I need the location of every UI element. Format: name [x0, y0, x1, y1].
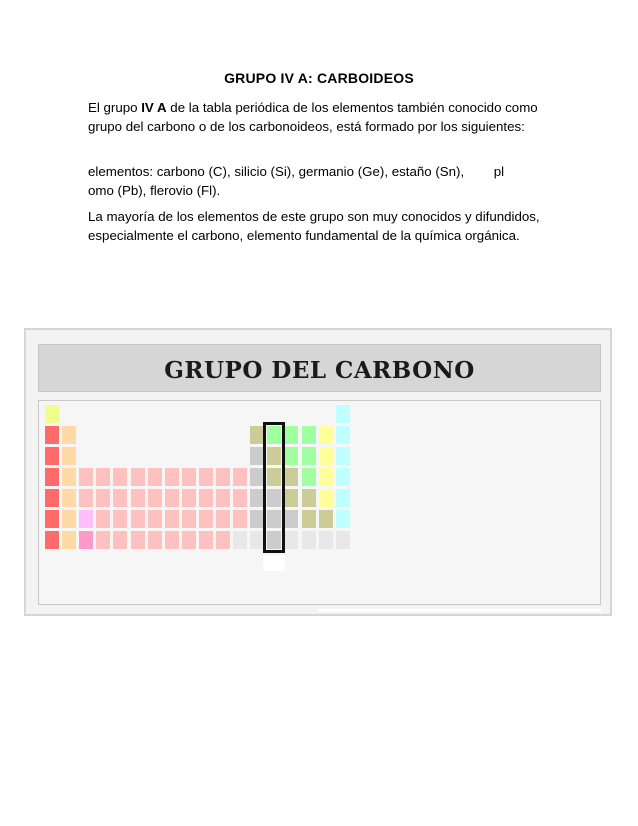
element-cell-p4-g11 — [216, 468, 230, 486]
element-cell-p4-g10 — [199, 468, 213, 486]
element-cell-p5-g1 — [45, 489, 59, 507]
figure-title: GRUPO DEL CARBONO — [164, 357, 475, 384]
element-cell-p6-g13 — [250, 510, 264, 528]
element-cell-p7-g7 — [148, 531, 162, 549]
element-cell-p6-g17 — [319, 510, 333, 528]
element-cell-p4-g15 — [284, 468, 298, 486]
element-cell-p6-g3 — [79, 510, 93, 528]
element-cell-p2-g18 — [336, 426, 350, 444]
element-cell-p4-g2 — [62, 468, 76, 486]
element-cell-p2-g13 — [250, 426, 264, 444]
element-cell-p2-g2 — [62, 426, 76, 444]
element-cell-p3-g2 — [62, 447, 76, 465]
element-cell-p7-g2 — [62, 531, 76, 549]
element-cell-p2-g17 — [319, 426, 333, 444]
intro-text-start: El grupo — [88, 100, 142, 115]
element-cell-p4-g1 — [45, 468, 59, 486]
figure-bottom-strip — [318, 609, 601, 612]
element-cell-p5-g17 — [319, 489, 333, 507]
element-cell-p3-g18 — [336, 447, 350, 465]
description-paragraph: La mayoría de los elementos de este grupo son muy conocidos y difundidos, especialmente el carbono, elemento fundamental de la química orgánica. — [88, 209, 540, 243]
element-cell-p4-g4 — [96, 468, 110, 486]
intro-paragraph — [88, 98, 568, 136]
page-title: GRUPO IV A: CARBOIDEOS — [224, 70, 414, 86]
element-cell-p4-g12 — [233, 468, 247, 486]
element-cell-p5-g12 — [233, 489, 247, 507]
element-cell-p6-g11 — [216, 510, 230, 528]
element-cell-p7-g6 — [131, 531, 145, 549]
element-cell-p3-g1 — [45, 447, 59, 465]
element-cell-p3-g16 — [302, 447, 316, 465]
periodic-table — [38, 400, 601, 605]
elements-line-2: omo (Pb), flerovio (Fl). — [88, 183, 221, 198]
element-cell-p5-g7 — [148, 489, 162, 507]
element-cell-p6-g15 — [284, 510, 298, 528]
element-cell-p6-g12 — [233, 510, 247, 528]
element-cell-p7-g13 — [250, 531, 264, 549]
element-cell-p4-g3 — [79, 468, 93, 486]
element-cell-p5-g13 — [250, 489, 264, 507]
element-cell-p4-g16 — [302, 468, 316, 486]
elements-line-1: elementos: carbono (C), silicio (Si), germanio (Ge), estaño (Sn), pl — [88, 164, 505, 179]
element-cell-p5-g5 — [113, 489, 127, 507]
element-cell-p7-g12 — [233, 531, 247, 549]
element-cell-p4-g8 — [165, 468, 179, 486]
element-cell-p6-g8 — [165, 510, 179, 528]
element-cell-p5-g4 — [96, 489, 110, 507]
element-cell-p2-g15 — [284, 426, 298, 444]
element-cell-p3-g17 — [319, 447, 333, 465]
element-cell-p4-g13 — [250, 468, 264, 486]
element-cell-p1-g18 — [336, 405, 350, 423]
element-cell-p5-g11 — [216, 489, 230, 507]
element-cell-p7-g5 — [113, 531, 127, 549]
carbon-group-figure — [24, 328, 612, 616]
element-cell-p4-g6 — [131, 468, 145, 486]
element-cell-p7-g18 — [336, 531, 350, 549]
element-cell-p6-g16 — [302, 510, 316, 528]
element-cell-p6-g4 — [96, 510, 110, 528]
element-cell-p5-g9 — [182, 489, 196, 507]
elements-paragraph — [88, 162, 568, 200]
element-cell-p1-g1 — [45, 405, 59, 423]
element-cell-p5-g15 — [284, 489, 298, 507]
group-name-bold: IV A — [141, 100, 167, 115]
element-cell-p6-g9 — [182, 510, 196, 528]
element-cell-p4-g5 — [113, 468, 127, 486]
element-cell-p6-g7 — [148, 510, 162, 528]
element-cell-p6-g18 — [336, 510, 350, 528]
element-cell-p7-g11 — [216, 531, 230, 549]
element-cell-p7-g16 — [302, 531, 316, 549]
element-cell-p5-g6 — [131, 489, 145, 507]
element-cell-p4-g17 — [319, 468, 333, 486]
element-cell-p5-g18 — [336, 489, 350, 507]
element-cell-p5-g3 — [79, 489, 93, 507]
element-cell-p7-g4 — [96, 531, 110, 549]
element-cell-p3-g15 — [284, 447, 298, 465]
intro-text-end: de la tabla periódica de los elementos también conocido como grupo del carbono o de los carbonoideos, está formado por los siguientes: — [88, 100, 538, 134]
element-cell-p6-g5 — [113, 510, 127, 528]
element-cell-p7-g8 — [165, 531, 179, 549]
group-highlight-foot — [263, 555, 285, 571]
element-cell-p5-g16 — [302, 489, 316, 507]
element-cell-p3-g13 — [250, 447, 264, 465]
element-cell-p5-g2 — [62, 489, 76, 507]
group-highlight-frame — [263, 422, 285, 553]
element-cell-p5-g10 — [199, 489, 213, 507]
element-cell-p4-g9 — [182, 468, 196, 486]
element-cell-p6-g2 — [62, 510, 76, 528]
element-cell-p7-g10 — [199, 531, 213, 549]
element-cell-p7-g15 — [284, 531, 298, 549]
element-cell-p7-g1 — [45, 531, 59, 549]
element-cell-p5-g8 — [165, 489, 179, 507]
element-cell-p7-g9 — [182, 531, 196, 549]
element-cell-p4-g18 — [336, 468, 350, 486]
element-cell-p7-g3 — [79, 531, 93, 549]
element-cell-p4-g7 — [148, 468, 162, 486]
element-cell-p6-g1 — [45, 510, 59, 528]
figure-banner — [38, 344, 601, 392]
element-cell-p7-g17 — [319, 531, 333, 549]
element-cell-p6-g6 — [131, 510, 145, 528]
element-cell-p6-g10 — [199, 510, 213, 528]
element-cell-p2-g1 — [45, 426, 59, 444]
element-cell-p2-g16 — [302, 426, 316, 444]
